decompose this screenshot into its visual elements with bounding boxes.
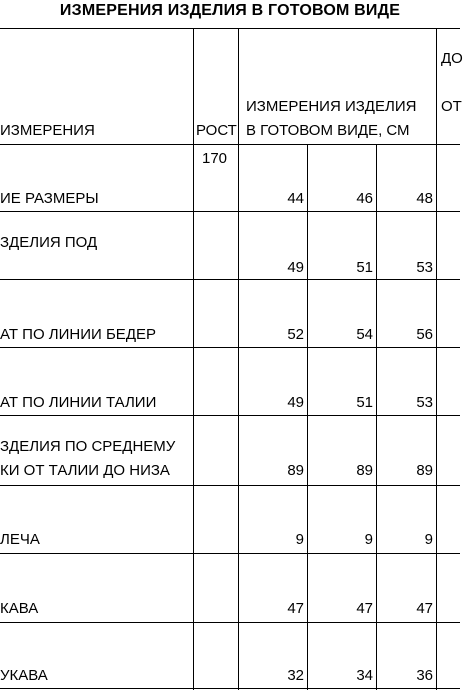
row-value: 49 (287, 394, 304, 411)
header-height-label: РОСТ (196, 122, 237, 139)
row-label: АТ ПО ЛИНИИ БЕДЕР (0, 326, 156, 343)
row-value: 54 (356, 326, 373, 343)
table-line (0, 415, 460, 416)
table-line (0, 553, 460, 554)
row-label: КИ ОТ ТАЛИИ ДО НИЗА (0, 462, 170, 479)
table-line (436, 28, 437, 690)
table-line (0, 28, 460, 29)
header-tolerance-line1: ДО (441, 50, 463, 67)
table-line (0, 688, 460, 689)
row-value: 36 (416, 667, 433, 684)
row-value: 89 (356, 462, 373, 479)
row-label: КАВА (0, 600, 39, 617)
row-label: АТ ПО ЛИНИИ ТАЛИИ (0, 394, 157, 411)
row-value: 49 (287, 259, 304, 276)
header-tolerance-line2: ОТ (441, 98, 462, 115)
row-label: ИЕ РАЗМЕРЫ (0, 190, 99, 207)
row-value: 53 (416, 394, 433, 411)
row-label: ЗДЕЛИЯ ПО СРЕДНЕМУ (0, 438, 176, 455)
page-title: ИЗМЕРЕНИЯ ИЗДЕЛИЯ В ГОТОВОМ ВИДЕ (59, 2, 401, 19)
row-value: 47 (416, 600, 433, 617)
row-value: 47 (356, 600, 373, 617)
table-line (0, 622, 460, 623)
row-label: ЗДЕЛИЯ ПОД (0, 234, 98, 251)
table-line (0, 485, 460, 486)
row-value: 44 (287, 190, 304, 207)
row-value: 56 (416, 326, 433, 343)
table-line (0, 279, 460, 280)
row-value: 48 (416, 190, 433, 207)
row-value: 9 (364, 531, 373, 548)
row-value: 9 (295, 531, 304, 548)
header-product-measure-line2: В ГОТОВОМ ВИДЕ, СМ (246, 122, 410, 139)
table-line (0, 347, 460, 348)
row-value: 46 (356, 190, 373, 207)
row-value: 51 (356, 259, 373, 276)
table-line (193, 28, 194, 690)
row-value: 89 (287, 462, 304, 479)
row-value: 51 (356, 394, 373, 411)
height-value: 170 (202, 150, 228, 167)
row-value: 53 (416, 259, 433, 276)
row-label: УКАВА (0, 667, 48, 684)
row-value: 47 (287, 600, 304, 617)
row-value: 32 (287, 667, 304, 684)
row-value: 9 (424, 531, 433, 548)
table-line (0, 144, 460, 145)
header-product-measure-line1: ИЗМЕРЕНИЯ ИЗДЕЛИЯ (246, 98, 417, 115)
row-value: 52 (287, 326, 304, 343)
table-line (0, 211, 460, 212)
row-value: 89 (416, 462, 433, 479)
header-measure-label: ИЗМЕРЕНИЯ (0, 122, 95, 139)
row-value: 34 (356, 667, 373, 684)
table-line (238, 28, 239, 690)
row-label: ЛЕЧА (0, 531, 40, 548)
